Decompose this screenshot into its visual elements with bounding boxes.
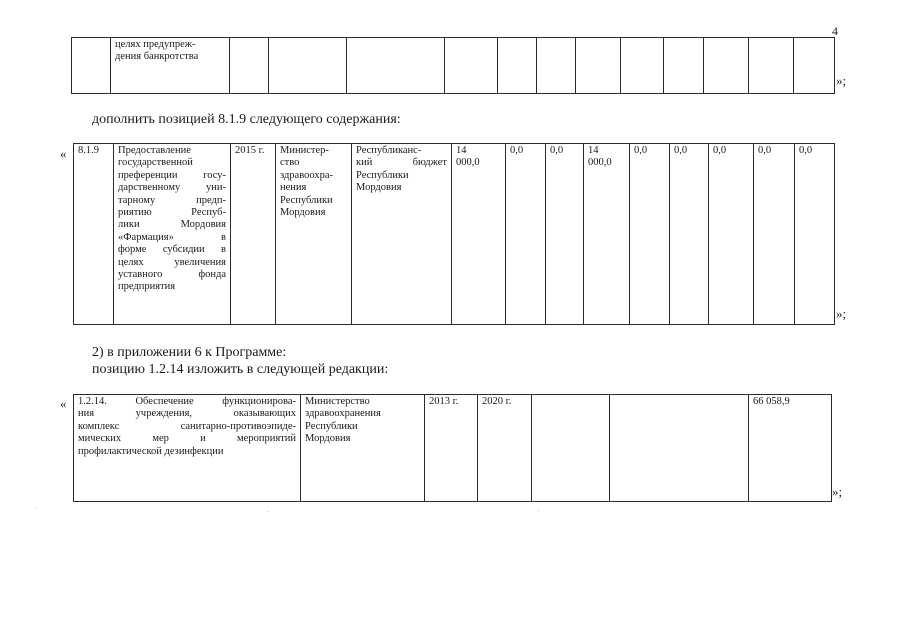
value-cell: 0,0 bbox=[670, 144, 709, 325]
cell-line: Предоставление bbox=[118, 145, 191, 156]
executor bbox=[301, 395, 425, 502]
value-cell: 0,0 bbox=[546, 144, 584, 325]
paragraph-position: позицию 1.2.14 изложить в следующей редакции: bbox=[92, 362, 389, 377]
table-cell bbox=[610, 395, 749, 502]
cell-line: преференции госу- bbox=[118, 169, 226, 181]
cell-line: мических мер и мероприятий bbox=[78, 433, 296, 445]
scan-speck bbox=[538, 510, 539, 511]
cell-line: предприятия bbox=[118, 281, 176, 293]
table-cell bbox=[445, 38, 498, 94]
amount: 66 058,9 bbox=[749, 395, 832, 502]
cell-line: здравоохра- bbox=[280, 169, 333, 181]
table-position-8-1-9 bbox=[73, 143, 835, 325]
cell-line: ство bbox=[280, 157, 300, 169]
value-cell: 0,0 bbox=[630, 144, 670, 325]
table-cell bbox=[794, 38, 835, 94]
cell-line: дарственному уни- bbox=[118, 182, 226, 194]
total-amount bbox=[452, 144, 506, 325]
value-cell: 0,0 bbox=[754, 144, 795, 325]
cell-line: уставного фонда bbox=[118, 269, 226, 281]
cell-line: тарному предп- bbox=[118, 194, 226, 206]
executor bbox=[276, 144, 352, 325]
table-cell bbox=[576, 38, 621, 94]
value-cell bbox=[584, 144, 630, 325]
funding-source bbox=[352, 144, 452, 325]
measure-name bbox=[74, 395, 301, 502]
closing-quote: »; bbox=[836, 306, 847, 321]
cell-line: нения bbox=[280, 182, 307, 194]
page-number: 4 bbox=[832, 24, 838, 38]
cell-line: профилактической дезинфекции bbox=[78, 445, 224, 457]
cell-line: целях предупреж- bbox=[115, 39, 196, 50]
closing-quote: »; bbox=[832, 484, 843, 499]
table-cell bbox=[532, 395, 610, 502]
closing-quote: »; bbox=[836, 73, 847, 88]
cell-line: Республиканс- bbox=[356, 145, 422, 156]
measure-name bbox=[114, 144, 231, 325]
cell-line: государственной bbox=[118, 157, 193, 169]
row-number: 8.1.9 bbox=[74, 144, 114, 325]
cell-line: Мордовия bbox=[356, 182, 402, 194]
paragraph-add-position: дополнить позицией 8.1.9 следующего содержания: bbox=[92, 112, 401, 127]
table-cell bbox=[72, 38, 111, 94]
table-cell bbox=[704, 38, 749, 94]
cell-line: Республики bbox=[280, 194, 333, 206]
value-cell: 0,0 bbox=[709, 144, 754, 325]
cell-line: Министерство bbox=[305, 396, 370, 407]
cell-line: Республики bbox=[356, 169, 409, 181]
table-position-1-2-14 bbox=[73, 394, 832, 502]
cell-line: 1.2.14. Обеспечение функционирова- bbox=[78, 396, 296, 407]
table-cell bbox=[537, 38, 576, 94]
table-cell bbox=[664, 38, 704, 94]
cell-line: Мордовия bbox=[305, 433, 351, 445]
table-continuation bbox=[71, 37, 835, 94]
table-cell bbox=[347, 38, 445, 94]
table-cell bbox=[498, 38, 537, 94]
scan-speck bbox=[35, 508, 36, 509]
value-cell: 0,0 bbox=[795, 144, 835, 325]
cell-line: лики Мордовия bbox=[118, 219, 226, 231]
start-year: 2013 г. bbox=[425, 395, 478, 502]
value-cell: 0,0 bbox=[506, 144, 546, 325]
cell-line: целях увеличения bbox=[118, 256, 226, 268]
cell-line: 14 bbox=[456, 145, 467, 156]
scan-speck bbox=[268, 511, 269, 512]
cell-line: форме субсидии в bbox=[118, 244, 226, 256]
cell-line: кий бюджет bbox=[356, 157, 447, 169]
table-cell bbox=[621, 38, 664, 94]
cell-line: 14 bbox=[588, 145, 599, 156]
cell-line: ния учреждения, оказывающих bbox=[78, 408, 296, 420]
opening-quote: « bbox=[60, 396, 67, 411]
table-cell-text bbox=[111, 38, 230, 94]
paragraph-appendix: 2) в приложении 6 к Программе: bbox=[92, 345, 287, 360]
cell-line: здравоохранения bbox=[305, 408, 381, 420]
cell-line: «Фармация» в bbox=[118, 231, 226, 243]
cell-line: Республики bbox=[305, 420, 358, 432]
cell-line: комплекс санитарно-противоэпиде- bbox=[78, 420, 296, 432]
end-year: 2020 г. bbox=[478, 395, 532, 502]
table-cell bbox=[269, 38, 347, 94]
table-cell bbox=[230, 38, 269, 94]
table-cell bbox=[749, 38, 794, 94]
cell-line: Министер- bbox=[280, 145, 329, 156]
opening-quote: « bbox=[60, 146, 67, 161]
cell-line: Мордовия bbox=[280, 207, 326, 219]
cell-line: дения банкротства bbox=[115, 51, 199, 63]
cell-line: 000,0 bbox=[588, 157, 612, 169]
cell-line: 000,0 bbox=[456, 157, 480, 169]
year: 2015 г. bbox=[231, 144, 276, 325]
cell-line: риятию Респуб- bbox=[118, 207, 226, 219]
